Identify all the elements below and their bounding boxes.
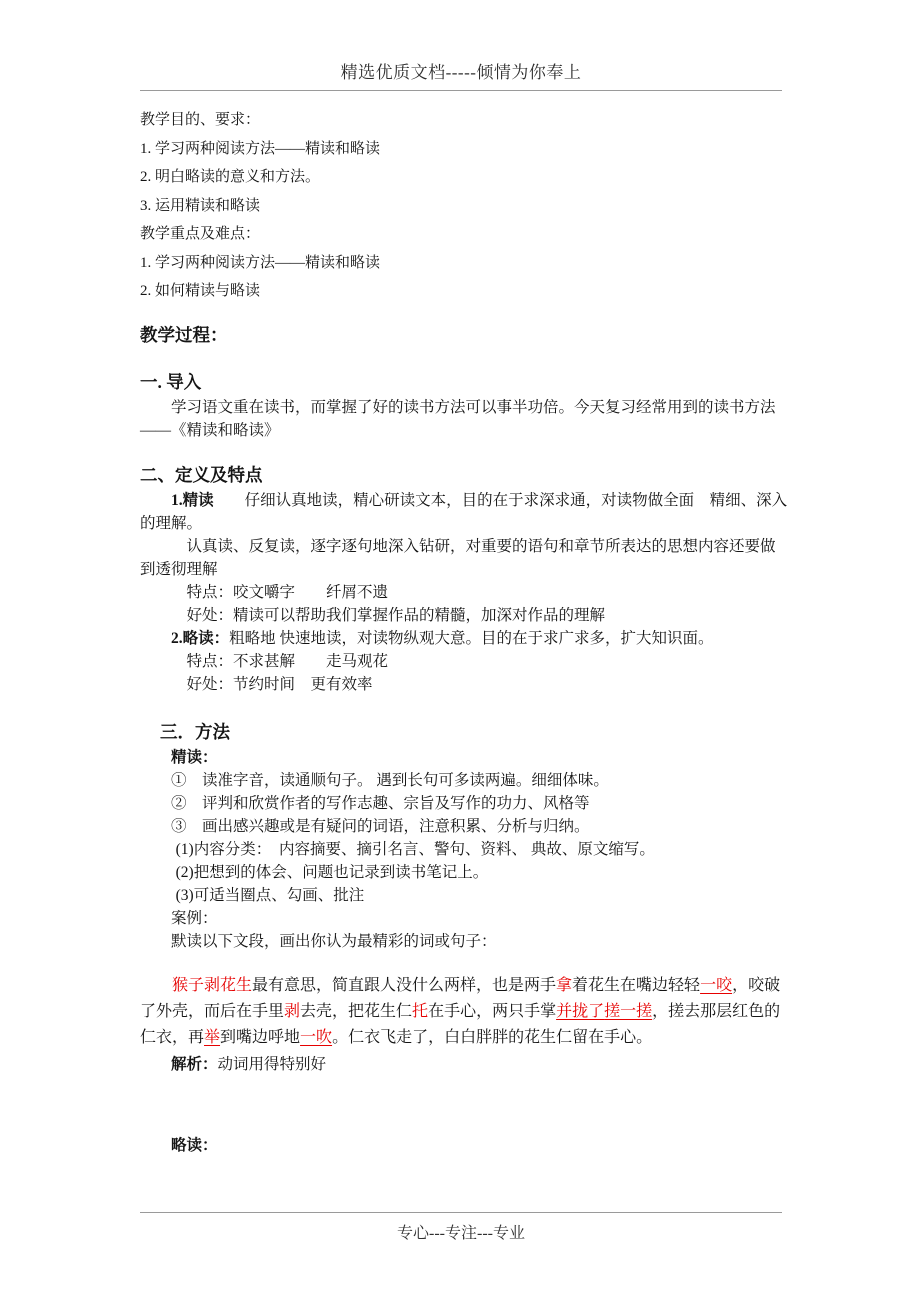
luedu-benefits: 好处：节约时间 更有效率 — [186, 676, 373, 693]
header-slogan: 精选优质文档-----倾情为你奉上 — [340, 63, 582, 82]
case-text-segment: 最有意思，简直跟人没什么两样，也是两手 — [252, 977, 557, 994]
analysis-text: 动词用得特别好 — [217, 1056, 327, 1073]
case-prompt: 默读以下文段，画出你认为最精彩的词或句子： — [171, 933, 497, 950]
keypoint-item-2: 2. 如何精读与略读 — [140, 283, 261, 299]
luedu-lead: 2.略读： — [171, 630, 230, 647]
page-header — [140, 58, 782, 91]
header-divider — [140, 90, 782, 91]
highlighted-word: 并拢了 — [556, 1003, 605, 1020]
keypoint-item-1: 1. 学习两种阅读方法——精读和略读 — [140, 254, 381, 271]
section2-heading: 二、定义及特点 — [140, 465, 263, 485]
luedu-method-label: 略读： — [171, 1137, 218, 1154]
objective-item-3: 3. 运用精读和略读 — [140, 197, 261, 214]
jingdu-definition — [140, 489, 788, 535]
luedu-definition-text: 粗略地 快速地读，对读物纵观大意。目的在于求广求多，扩大知识面。 — [229, 630, 714, 647]
case-text-segment: 。仁衣飞走了，白白胖胖的花生仁留在手心。 — [332, 1029, 653, 1046]
section3-heading: 三．方法 — [160, 722, 230, 742]
jingdu-definition-text: 仔细认真地读，精心研读文本，目的在于求深求通，对读物做全面 精细、深入的理解。 — [140, 492, 788, 532]
method-step-3: ③ 画出感兴趣或是有疑问的词语，注意积累、分析与归纳。 — [171, 818, 590, 835]
method-substep-3: (3)可适当圈点、勾画、批注 — [175, 887, 365, 904]
method-step-2: ② 评判和欣赏作者的写作志趣、宗旨及写作的功力、风格等 — [171, 795, 590, 812]
highlighted-word: 猴子剥花生 — [172, 977, 253, 994]
method-substep-2: (2)把想到的体会、问题也记录到读书笔记上。 — [175, 864, 489, 881]
highlighted-word: 托 — [412, 1003, 429, 1020]
section1-paragraph: 学习语文重在读书，而掌握了好的读书方法可以事半功倍。今天复习经常用到的读书方法——《精读和略读》 — [140, 399, 776, 439]
page-footer — [140, 1212, 782, 1243]
case-paragraph — [140, 973, 788, 1051]
highlighted-word: 一咬 — [700, 977, 733, 994]
luedu-features: 特点：不求甚解 走马观花 — [186, 653, 389, 670]
luedu-definition — [140, 627, 788, 650]
case-text-segment: 去壳，把花生仁 — [300, 1003, 413, 1020]
process-heading: 教学过程： — [140, 325, 228, 345]
case-text-segment: ，咬破了外壳，而后在手里 — [140, 977, 781, 1020]
keypoints-heading: 教学重点及难点： — [140, 226, 261, 242]
objective-item-1: 1. 学习两种阅读方法——精读和略读 — [140, 140, 381, 157]
case-label: 案例： — [171, 910, 218, 927]
objectives-heading: 教学目的、要求： — [140, 112, 261, 128]
case-text-segment: ，搓去那层红色的仁衣，再 — [140, 1003, 781, 1046]
section1-heading: 一. 导入 — [140, 372, 202, 392]
highlighted-word: 一吹 — [300, 1029, 333, 1046]
objective-item-2: 2. 明白略读的意义和方法。 — [140, 169, 321, 185]
jingdu-detail: 认真读、反复读，逐字逐句地深入钻研，对重要的语句和章节所表达的思想内容还要做到透彻理解 — [140, 538, 776, 578]
method-step-1: ① 读准字音，读通顺句子。 遇到长句可多读两遍。细细体味。 — [171, 772, 609, 789]
case-text-segment: 着花生在嘴边轻轻 — [572, 977, 701, 994]
jingdu-lead: 1.精读 — [171, 492, 214, 509]
analysis-line — [140, 1053, 788, 1076]
jingdu-benefits: 好处：精读可以帮助我们掌握作品的精髓，加深对作品的理解 — [186, 607, 606, 624]
jingdu-method-label: 精读： — [171, 749, 218, 766]
highlighted-word: 搓一搓 — [604, 1003, 653, 1020]
footer-slogan: 专心---专注---专业 — [397, 1225, 525, 1242]
method-substep-1: (1)内容分类： 内容摘要、摘引名言、警句、资料、 典故、原文缩写。 — [175, 841, 655, 858]
highlighted-word: 拿 — [556, 977, 573, 994]
document-body — [140, 112, 788, 1157]
jingdu-features: 特点：咬文嚼字 纤屑不遗 — [186, 584, 389, 601]
footer-divider — [140, 1212, 782, 1213]
highlighted-word: 举 — [204, 1029, 221, 1046]
case-text-segment: 在手心，两只手掌 — [428, 1003, 557, 1020]
highlighted-word: 剥 — [284, 1003, 301, 1020]
case-text-segment: 到嘴边呼地 — [220, 1029, 301, 1046]
analysis-label: 解析： — [171, 1056, 218, 1073]
